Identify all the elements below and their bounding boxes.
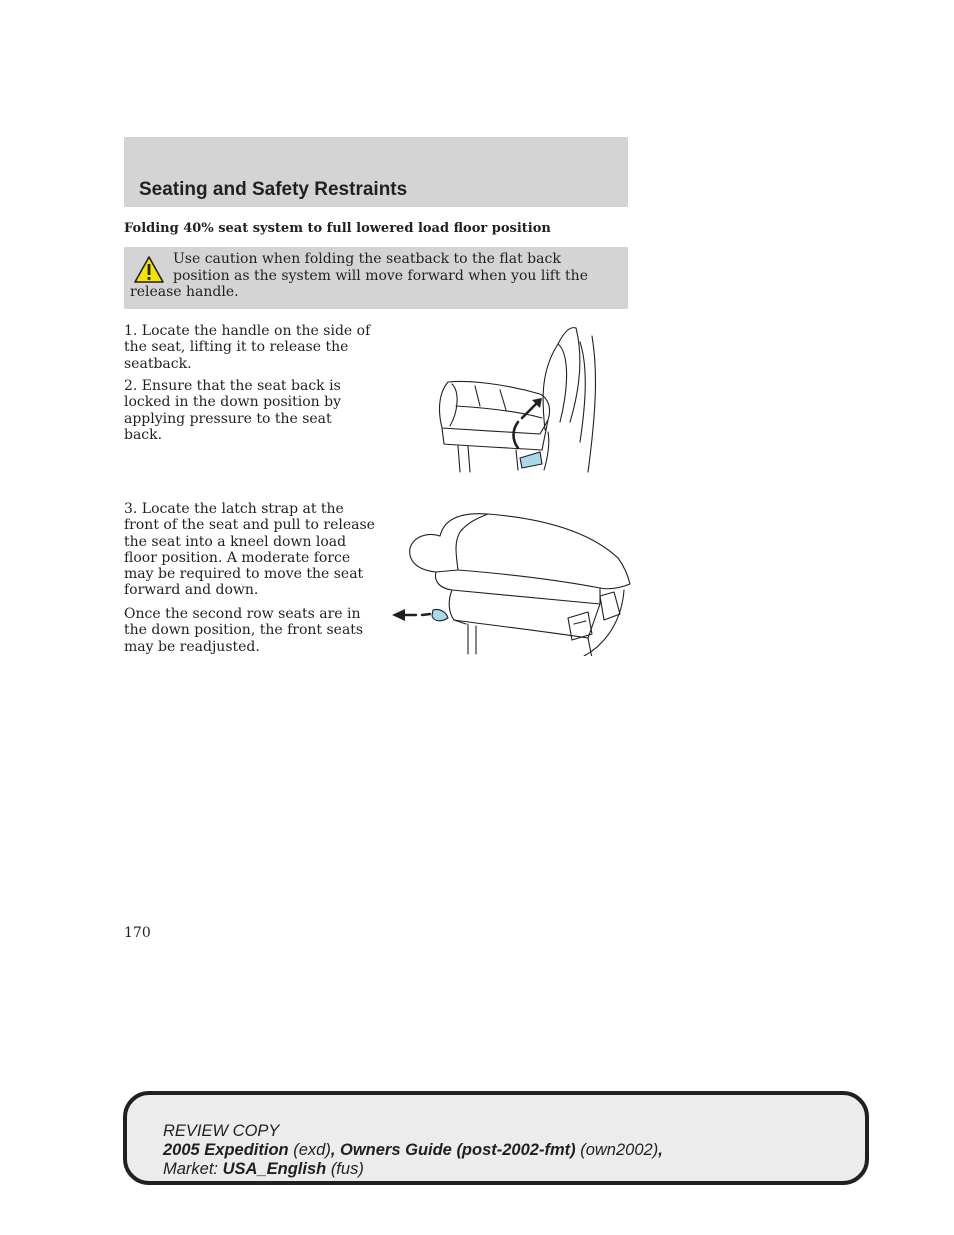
warning-box [124, 247, 628, 309]
readjust-note-text: Once the second row seats are in the down position, the front seats may be readjusted. [124, 606, 364, 655]
footer-review-copy: REVIEW COPY [163, 1122, 280, 1140]
footer-guide-code: (own2002) [580, 1141, 659, 1159]
seatback-release-illustration [430, 322, 610, 478]
footer-market-label: Market: [163, 1160, 219, 1178]
footer-market: USA_English [222, 1160, 327, 1178]
step-3-text: 3. Locate the latch strap at the front of the seat and pull to release the seat into a kneel down load floor position. A moderate force may be required to move the seat forward and down. [124, 501, 375, 599]
footer-sep-1: , [330, 1141, 340, 1159]
footer-guide: Owners Guide (post-2002-fmt) [340, 1141, 576, 1159]
subheading: Folding 40% seat system to full lowered load floor position [124, 221, 551, 236]
footer-model: 2005 Expedition [163, 1141, 289, 1159]
step-1-text: 1. Locate the handle on the side of the seat, lifting it to release the seatback. [124, 323, 371, 372]
section-title: Seating and Safety Restraints [139, 179, 408, 200]
latch-strap-illustration [388, 508, 634, 656]
footer-market-code: (fus) [330, 1160, 364, 1178]
section-header-band [124, 137, 628, 207]
footer-sep-2: , [658, 1141, 663, 1159]
footer-text [163, 1122, 663, 1179]
review-copy-footer [123, 1091, 869, 1185]
page-number: 170 [124, 925, 151, 941]
footer-model-code: (exd) [293, 1141, 331, 1159]
step-2-text: 2. Ensure that the seat back is locked in the down position by applying pressure to the seat back. [124, 378, 342, 443]
warning-text: Use caution when folding the seatback to the flat back position as the system will move forward when you lift the release handle. [130, 251, 588, 300]
